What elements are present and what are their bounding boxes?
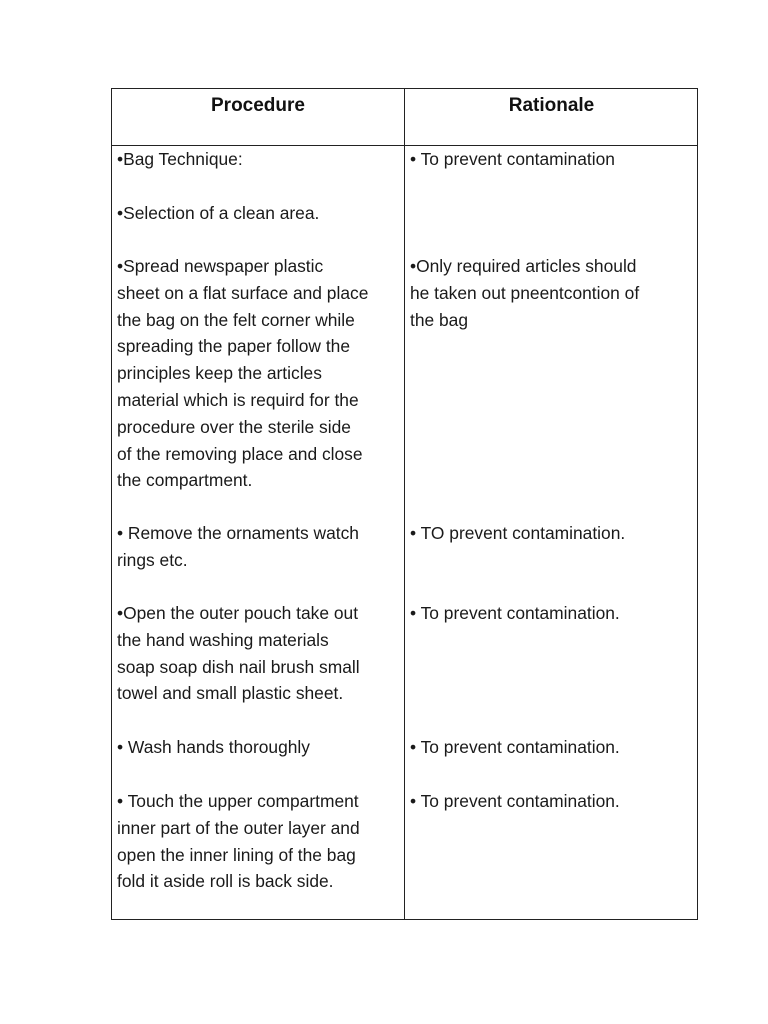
procedure-cell: • Wash hands thoroughly bbox=[117, 737, 310, 757]
procedure-cell: •Open the outer pouch take out the hand washing materials soap soap dish nail brush small towel and small plastic sheet. bbox=[117, 603, 360, 704]
rationale-cell: • To prevent contamination bbox=[410, 149, 615, 169]
procedure-rationale-table bbox=[111, 88, 698, 920]
header-rationale: Rationale bbox=[508, 95, 595, 116]
rationale-cell: • To prevent contamination. bbox=[410, 603, 620, 623]
procedure-cell: •Bag Technique: bbox=[117, 149, 243, 169]
rationale-cell: • To prevent contamination. bbox=[410, 737, 620, 757]
header-procedure: Procedure bbox=[211, 95, 305, 116]
rationale-cell: • To prevent contamination. bbox=[410, 791, 620, 811]
rationale-cell: • TO prevent contamination. bbox=[410, 523, 626, 543]
procedure-cell: •Selection of a clean area. bbox=[117, 203, 320, 223]
column-divider bbox=[404, 89, 405, 919]
procedure-cell: • Remove the ornaments watch rings etc. bbox=[117, 523, 359, 570]
rationale-cell: •Only required articles should he taken out pneentcontion of the bag bbox=[410, 256, 640, 330]
procedure-cell: • Touch the upper compartment inner part of the outer layer and open the inner lining of the bag fold it aside roll is back side. bbox=[117, 791, 360, 892]
procedure-cell: •Spread newspaper plastic sheet on a flat surface and place the bag on the felt corner while spreading the paper follow the principles keep the articles material which is requird for the procedure over the sterile side of the removing place and close the compartment. bbox=[117, 256, 369, 491]
